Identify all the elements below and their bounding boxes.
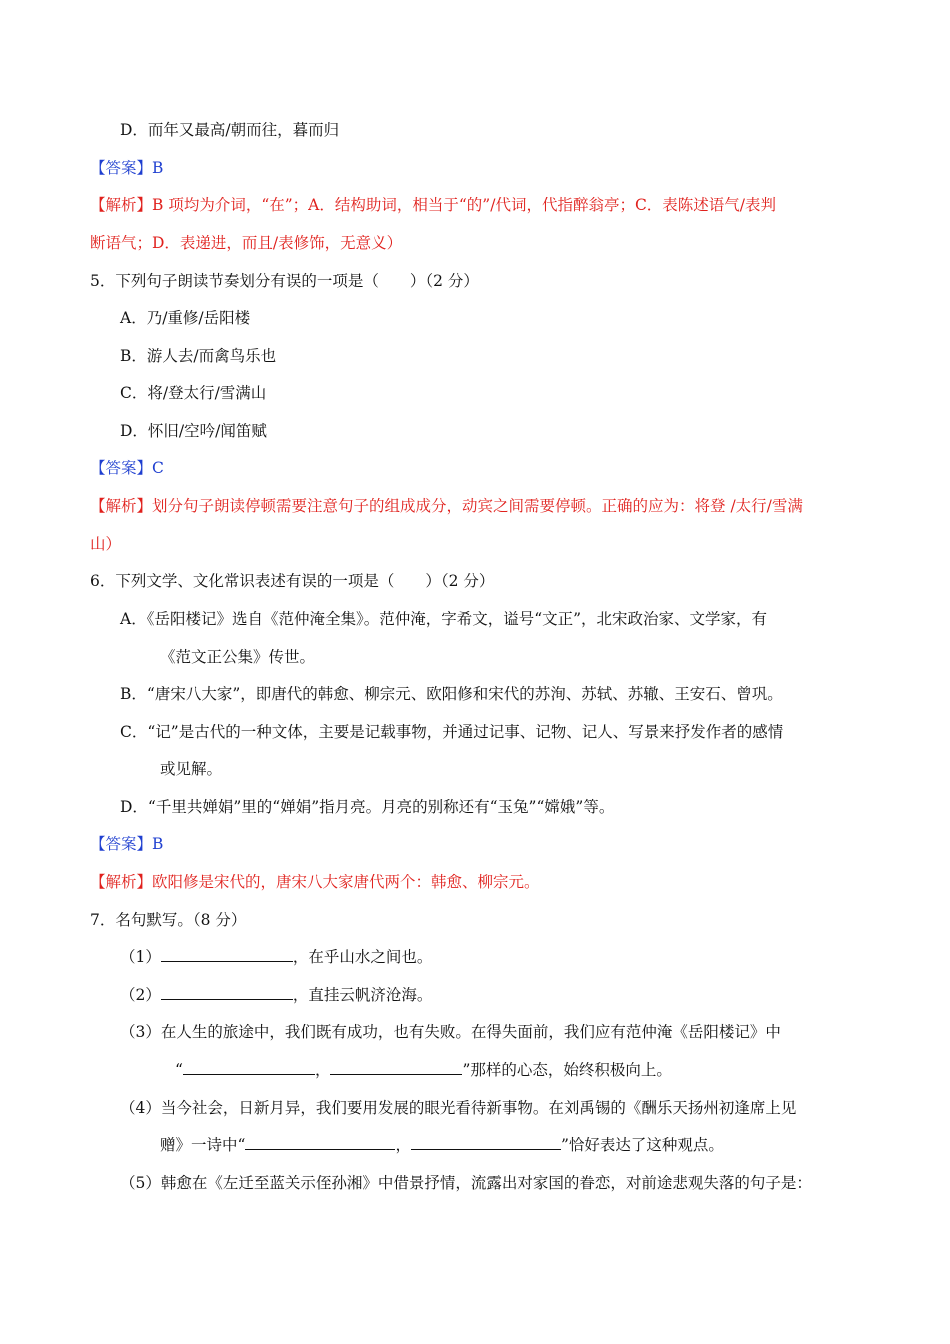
q4-analysis-line-1 [90,194,776,216]
fill-blank[interactable] [183,1059,315,1075]
q7-item-4-line-2 [160,1134,724,1156]
analysis-text: 划分句子朗读停顿需要注意句子的组成成分，动宾之间需要停顿。正确的应为：将登 /太行/雪满 [152,497,803,515]
item-text: ”那样的心态，始终积极向上。 [462,1061,672,1079]
q6-answer [90,833,163,855]
fill-blank[interactable] [245,1134,395,1150]
q5-option-c: C．将/登太行/雪满山 [120,384,267,402]
q4-option-d: D．而年又最高/朝而往，暮而归 [120,121,340,139]
q7-item-4-line-1: （4）当今社会，日新月异，我们要用发展的眼光看待新事物。在刘禹锡的《酬乐天扬州初逢席上见 [120,1099,797,1117]
q4-analysis-line-2: 断语气；D．表递进，而且/表修饰，无意义） [90,234,403,252]
q6-option-a-line-2: 《范文正公集》传世。 [160,648,316,666]
q7-stem: 7．名句默写。（8 分） [90,911,247,929]
answer-tag: 【答案】 [90,159,153,177]
item-number: （2） [120,986,161,1004]
analysis-text: 欧阳修是宋代的，唐宋八大家唐代两个：韩愈、柳宗元。 [152,873,540,891]
fill-blank[interactable] [330,1059,462,1075]
q6-stem: 6．下列文学、文化常识表述有误的一项是（ ）（2 分） [90,572,495,590]
open-quote: “ [175,1061,183,1079]
q5-option-d: D．怀旧/空吟/闻笛赋 [120,422,267,440]
q5-analysis-line-2: 山） [90,535,122,553]
item-text: 赠》一诗中“ [160,1136,246,1154]
item-text: ，在乎山水之间也。 [292,948,433,966]
answer-value: B [152,159,164,177]
q6-option-c-line-2: 或见解。 [160,760,223,778]
q5-stem: 5．下列句子朗读节奏划分有误的一项是（ ）（2 分） [90,272,479,290]
q7-item-3-line-1: （3）在人生的旅途中，我们既有成功，也有失败。在得失面前，我们应有范仲淹《岳阳楼记》中 [120,1023,781,1041]
q6-analysis-line-1 [90,871,540,893]
item-text: ，直挂云帆济沧海。 [292,986,433,1004]
answer-tag: 【答案】 [90,835,153,853]
analysis-text: B 项均为介词，“在”；A．结构助词，相当于“的”/代词，代指醉翁亭；C．表陈述语气/表判 [152,196,777,214]
q7-item-1 [120,946,432,968]
item-number: （1） [120,948,161,966]
analysis-tag: 【解析】 [90,497,153,515]
q5-option-b: B．游人去/而禽鸟乐也 [120,347,277,365]
q7-item-5-line-1: （5）韩愈在《左迁至蓝关示侄孙湘》中借景抒情，流露出对家国的眷恋，对前途悲观失落的句子是： [120,1174,812,1192]
analysis-tag: 【解析】 [90,873,153,891]
q7-item-2 [120,984,432,1006]
fill-blank[interactable] [411,1134,561,1150]
item-text: ”恰好表达了这种观点。 [560,1136,724,1154]
comma: ， [395,1136,411,1154]
answer-value: B [152,835,164,853]
comma: ， [314,1061,331,1079]
answer-value: C [152,459,164,477]
q5-answer [90,457,164,479]
q6-option-a-line-1: A．《岳阳楼记》选自《范仲淹全集》。范仲淹，字希文，谥号“文正”，北宋政治家、文学家，有 [120,610,768,628]
analysis-tag: 【解析】 [90,196,153,214]
q5-option-a: A．乃/重修/岳阳楼 [120,309,251,327]
q6-option-b: B．“唐宋八大家”，即唐代的韩愈、柳宗元、欧阳修和宋代的苏洵、苏轼、苏辙、王安石、曾巩。 [120,685,783,703]
q7-item-3-line-2 [175,1059,672,1081]
q6-option-d: D．“千里共婵娟”里的“婵娟”指月亮。月亮的别称还有“玉兔”“嫦娥”等。 [120,798,615,816]
answer-tag: 【答案】 [90,459,153,477]
fill-blank[interactable] [161,984,293,1000]
q6-option-c-line-1: C．“记”是古代的一种文体，主要是记载事物，并通过记事、记物、记人、写景来抒发作者的感情 [120,723,784,741]
fill-blank[interactable] [161,946,293,962]
q5-analysis-line-1 [90,495,803,517]
q4-answer [90,157,163,179]
